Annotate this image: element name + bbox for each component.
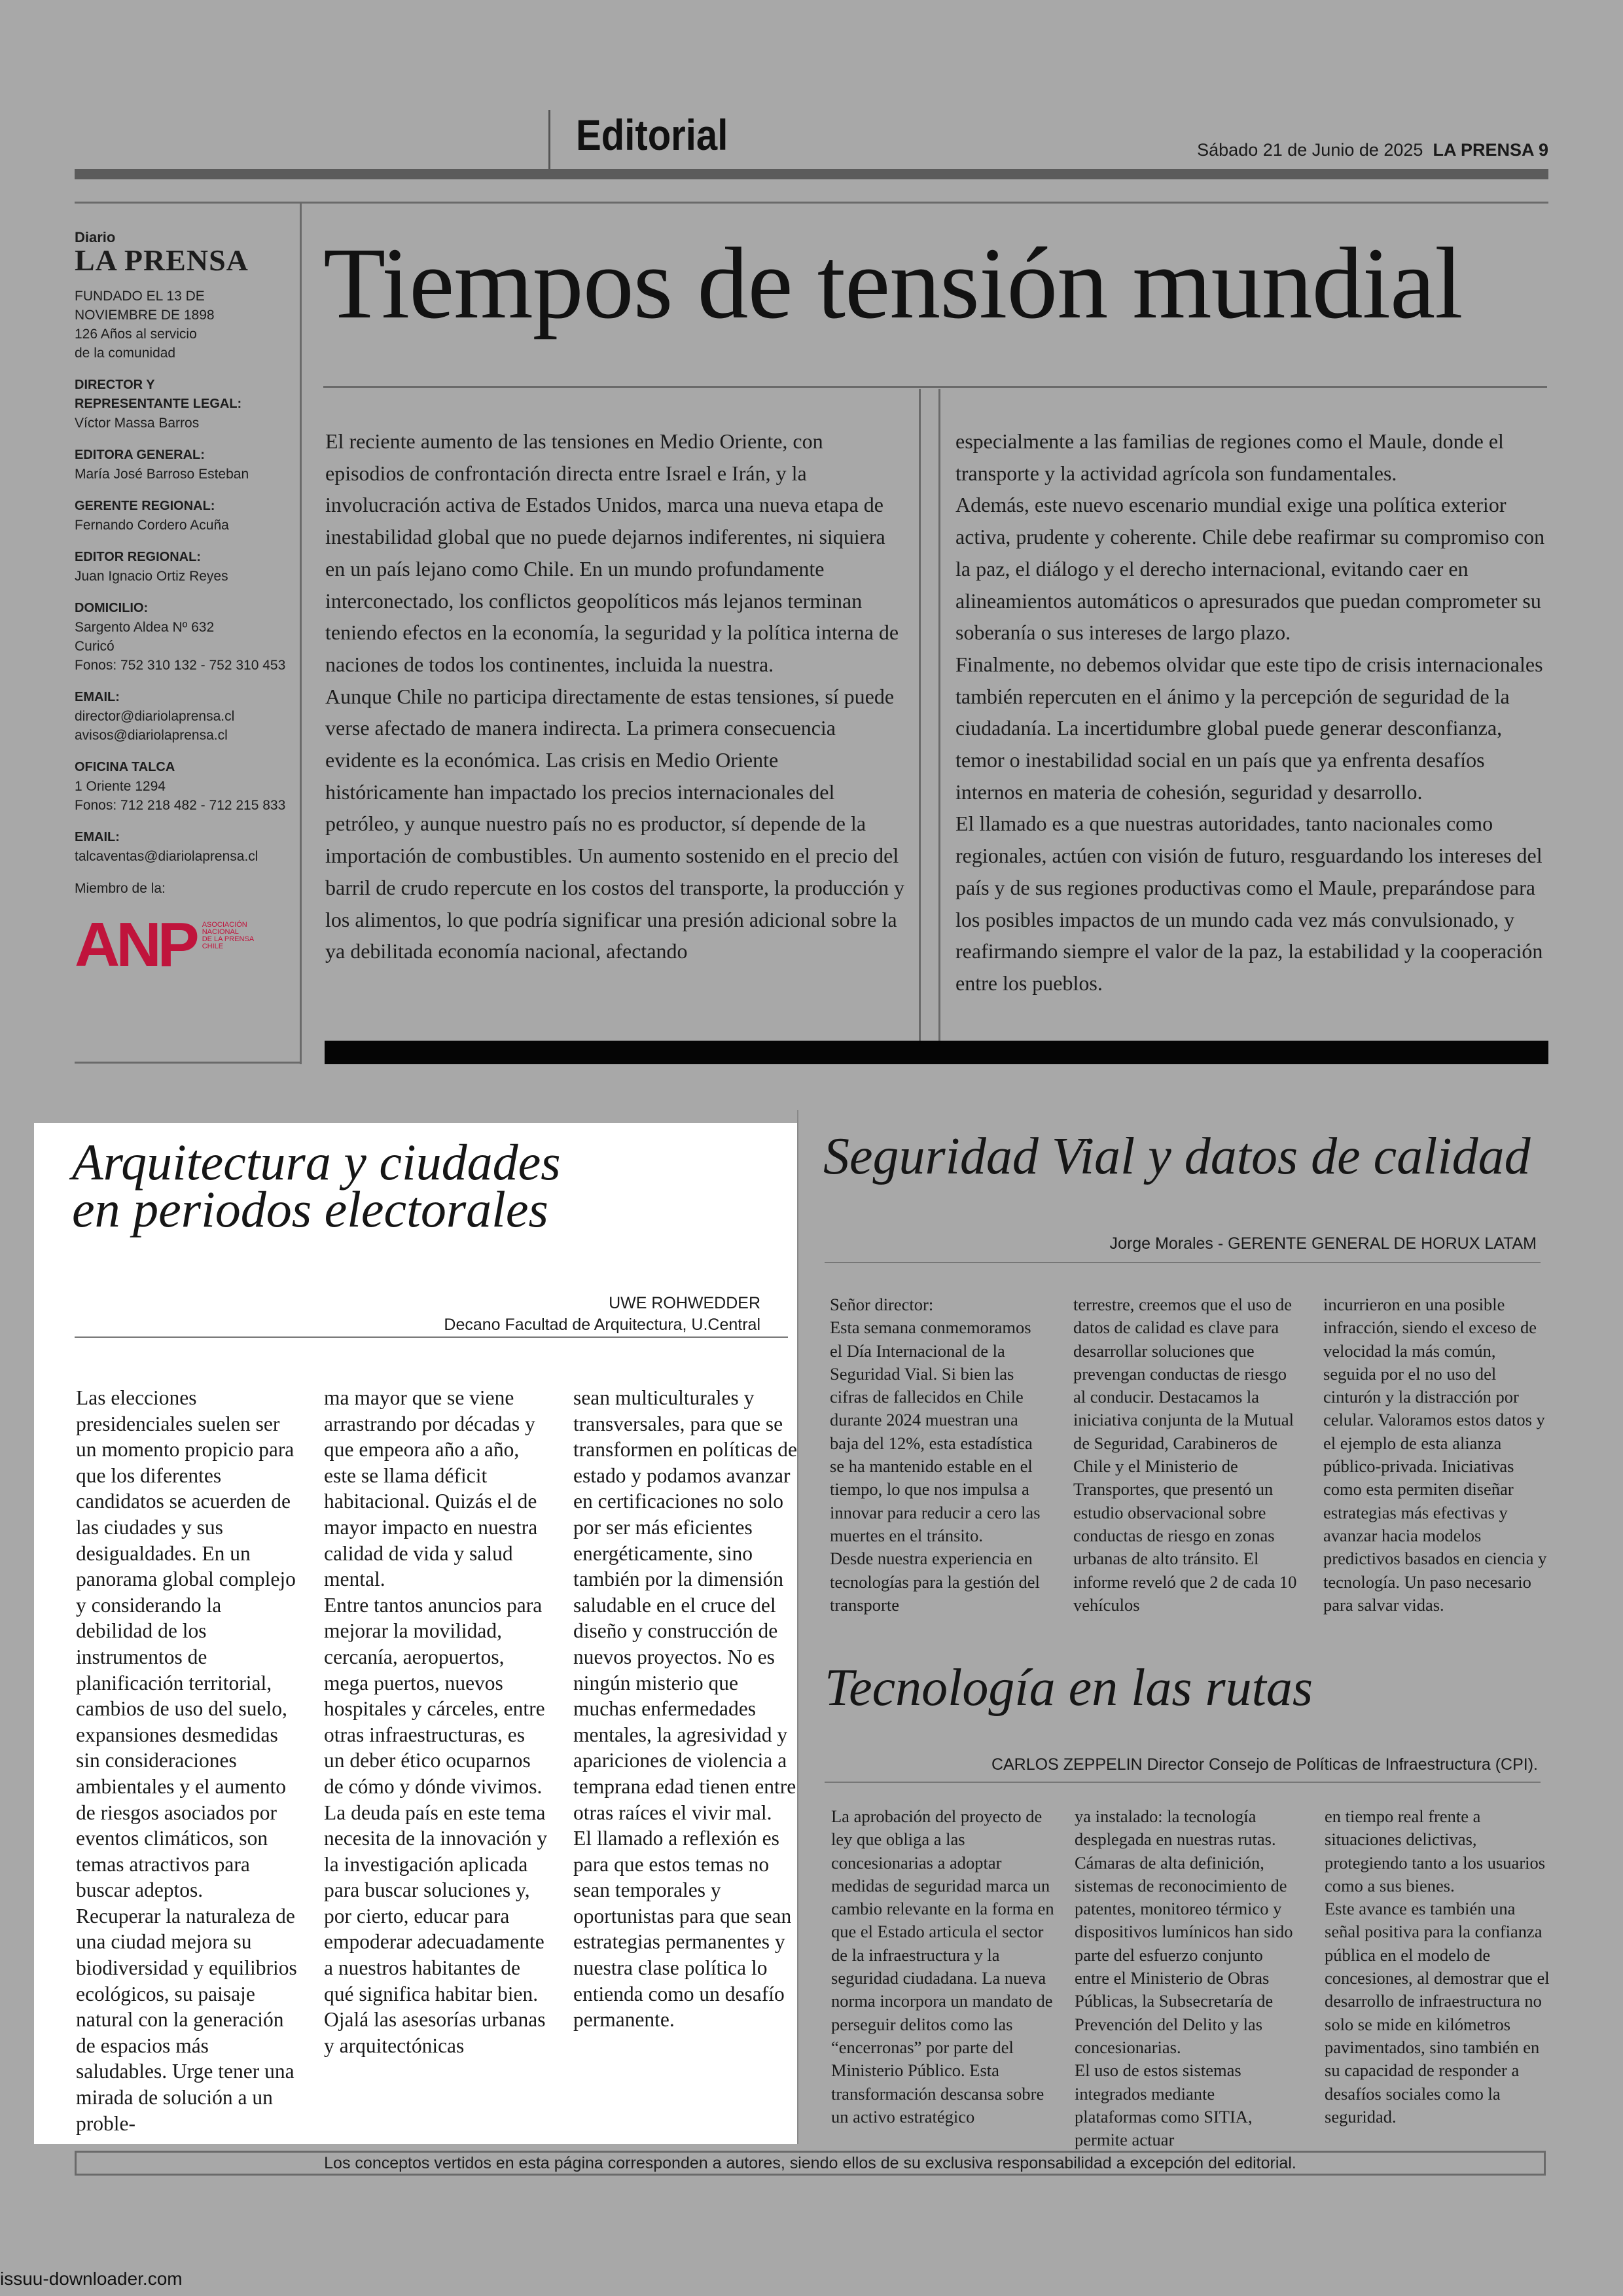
editorial-column-2 (955, 425, 1548, 999)
technology-rule (825, 1782, 1541, 1783)
architecture-byline (444, 1293, 760, 1336)
article-paragraph: incurrieron en una posible infracción, siendo el exceso de velocidad la más común, seguida por el no uso del cinturón y la distracción por celular. Valoramos estos datos y el ejemplo de esta alianza público-privada. Iniciativas como esta permiten diseñar estrategias más efectivas y avanzar hacia modelos predictivos basados en ciencia y tecnología. Un paso necesario para salvar vidas. (1323, 1295, 1547, 1615)
section-divider (797, 1110, 798, 2144)
editorial-paragraph: El reciente aumento de las tensiones en Medio Oriente, con episodios de confrontación directa entre Israel e Irán, y la involucración activa de Estados Unidos, marca una nueva etapa de inestabilidad global que no puede dejarnos indiferentes, ni siquiera en un país lejano como Chile. En un mundo profundamente interconectado, los conflictos geopolíticos más lejanos terminan teniendo efectos en la economía, la seguridad y la política interna de naciones de todos los continentes, incluida la nuestra. (325, 429, 899, 676)
masthead-value: Sargento Aldea Nº 632 (75, 620, 215, 635)
masthead-bottom-rule (75, 1062, 301, 1064)
masthead-value: Juan Ignacio Ortiz Reyes (75, 569, 228, 584)
masthead-name: LA PRENSA (75, 243, 249, 277)
column-divider (938, 389, 940, 1041)
founded-line: de la comunidad (75, 346, 176, 361)
masthead-border (300, 203, 302, 1064)
editorial-rule (323, 386, 1547, 388)
masthead-value: Fernando Cordero Acuña (75, 518, 229, 533)
article-paragraph: Este avance es también una señal positiva para la confianza pública en el modelo de concesiones, al demostrar que el desarrollo de infraestructura no solo se mide en kilómetros pavimentados, sino también en su capacidad de responder a desafíos sociales como la seguridad. (1325, 1899, 1550, 2126)
masthead-block (75, 828, 297, 866)
section-title: Editorial (576, 111, 728, 159)
member-label: Miembro de la: (75, 881, 166, 896)
masthead-staff (75, 376, 297, 866)
article-paragraph: ya instalado: la tecnología desplegada en nuestras rutas. Cámaras de alta definición, sistemas de reconocimiento de patentes, monitoreo térmico y dispositivos lumínicos han sido parte del esfuerzo conjunto entre el Ministerio de Obras Públicas, la Subsecretaría de Prevención del Delito y las concesionarias. (1075, 1806, 1293, 2057)
anp-logo (75, 910, 297, 980)
article-paragraph: en tiempo real frente a situaciones delictivas, protegiendo tanto a los usuarios como a sus bienes. (1325, 1806, 1546, 1895)
masthead-label: EDITOR REGIONAL: (75, 550, 201, 564)
masthead-block (75, 497, 297, 535)
anp-logo-caption (202, 922, 274, 950)
technology-title: Tecnología en las rutas (825, 1659, 1313, 1717)
architecture-title-line: en periodos electorales (72, 1181, 548, 1238)
founded-line: FUNDADO EL 13 DE (75, 289, 205, 304)
anp-logo-letters: ANP (75, 910, 196, 980)
header-rule-thin (75, 202, 1548, 204)
masthead-label: EDITORA GENERAL: (75, 448, 205, 462)
masthead-founded (75, 287, 297, 363)
technology-column-1 (831, 1805, 1057, 2128)
header-page: LA PRENSA 9 (1433, 140, 1548, 160)
masthead-value: Víctor Massa Barros (75, 416, 200, 431)
article-paragraph: Entre tantos anuncios para mejorar la movilidad, cercanía, aeropuertos, mega puertos, nuevos hospitales y cárceles, entre otras infraestructuras, es un deber ético ocuparnos de cómo y dónde vivimos. La deuda país en este tema necesita de la innovación y la investigación aplicada para buscar soluciones y, por cierto, educar para empoderar adecuadamente a nuestros habitantes de qué significa habitar bien. (324, 1593, 548, 2005)
masthead-value: 1 Oriente 1294 (75, 779, 166, 794)
article-paragraph: El llamado a reflexión es para que estos temas no sean temporales y oportunistas para que sean estrategias permanentes y nuestra clase política lo entienda como un desafío permanente. (573, 1827, 792, 2032)
masthead-label: REPRESENTANTE LEGAL: (75, 397, 242, 411)
editorial-column-1 (325, 425, 906, 967)
anp-caption-line: NACIONAL (202, 928, 239, 936)
masthead-label: EMAIL: (75, 690, 120, 704)
masthead-value: Fonos: 712 218 482 - 712 215 833 (75, 798, 286, 813)
technology-column-3 (1325, 1805, 1550, 2128)
editorial-paragraph: El llamado es a que nuestras autoridades, tanto nacionales como regionales, actúen con visión de futuro, resguardando los intereses del país y de sus regiones productivas como el Maule, preparándose para los posibles impactos de un mundo cada vez más convulsionado, y reafirmando siempre el valor de la paz, la estabilidad y la cooperación entre los pueblos. (955, 812, 1543, 995)
masthead-value: director@diariolaprensa.cl (75, 709, 235, 724)
masthead-value: María José Barroso Esteban (75, 467, 249, 482)
architecture-title (72, 1134, 561, 1238)
editorial-paragraph: Finalmente, no debemos olvidar que este tipo de crisis internacionales también repercuten en el ánimo y la percepción de seguridad de la ciudadanía. La incertidumbre global puede generar desconfianza, temor o inestabilidad social en un país que ya enfrenta desafíos internos en materia de cohesión, seguridad y desarrollo. (955, 652, 1543, 804)
article-paragraph: Ojalá las asesorías urbanas y arquitectónicas (324, 2008, 546, 2057)
architecture-author-role: Decano Facultad de Arquitectura, U.Central (444, 1316, 760, 1334)
masthead-diario: Diario (75, 229, 116, 245)
anp-caption-line: ASOCIACIÓN (202, 921, 247, 929)
article-paragraph: La aprobación del proyecto de ley que obliga a las concesionarias a adoptar medidas de seguridad marca un cambio relevante en la forma en que el Estado articula el sector de la infraestructura y la seguridad ciudadana. La nueva norma incorpora un mandato de perseguir delitos como las “encerronas” por parte del Ministerio Público. Esta transformación descansa sobre un activo estratégico (831, 1806, 1054, 2126)
article-paragraph: El uso de estos sistemas integrados mediante plataformas como SITIA, permite actuar (1075, 2060, 1253, 2150)
founded-line: 126 Años al servicio (75, 327, 197, 342)
security-column-2 (1073, 1293, 1299, 1617)
security-column-3 (1323, 1293, 1549, 1617)
article-paragraph: Desde nuestra experiencia en tecnologías para la gestión del transporte (830, 1549, 1040, 1615)
security-author: Jorge Morales - GERENTE GENERAL DE HORUX LATAM (1109, 1234, 1537, 1253)
masthead-value: Fonos: 752 310 132 - 752 310 453 (75, 658, 286, 673)
security-column-1 (830, 1293, 1046, 1617)
masthead-block (75, 599, 297, 675)
masthead (75, 229, 297, 980)
watermark-link[interactable]: issuu-downloader.com (0, 2269, 183, 2289)
security-title: Seguridad Vial y datos de calidad (823, 1128, 1531, 1185)
masthead-value: Curicó (75, 639, 115, 654)
editorial-paragraph: Además, este nuevo escenario mundial exige una política exterior activa, prudente y coherente. Chile debe reafirmar su compromiso con la paz, el diálogo y el derecho internacional, evitando caer en alineamientos automáticos o apresurados que puedan comprometer su soberanía o sus intereses de largo plazo. (955, 493, 1545, 645)
article-paragraph: Recuperar la naturaleza de una ciudad mejora su biodiversidad y equilibrios ecológicos, su paisaje natural con la generación de espacios más saludables. Urge tener una mirada de solución a un proble- (76, 1904, 297, 2135)
masthead-block (75, 758, 297, 815)
technology-column-2 (1075, 1805, 1300, 2151)
disclaimer: Los conceptos vertidos en esta página corresponden a autores, siendo ellos de su exclusiva responsabilidad a excepción del editorial. (75, 2151, 1546, 2176)
architecture-rule (75, 1336, 788, 1338)
architecture-column-1 (76, 1385, 302, 2136)
masthead-label: GERENTE REGIONAL: (75, 499, 215, 513)
architecture-column-3 (573, 1385, 799, 2033)
header-rule (75, 169, 1548, 179)
anp-caption-line: CHILE (202, 942, 224, 950)
article-paragraph: Las elecciones presidenciales suelen ser un momento propicio para que los diferentes candidatos se acuerden de las ciudades y sus desigualdades. En un panorama global complejo y considerando la debilidad de los instrumentos de planificación territorial, cambios de uso del suelo, expansiones desmedidas sin consideraciones ambientales y el aumento de riesgos asociados por eventos climáticos, son temas atractivos para buscar adeptos. (76, 1386, 296, 1902)
architecture-title-line: Arquitectura y ciudades (72, 1134, 561, 1191)
editorial-bottom-bar (325, 1041, 1548, 1064)
editorial-paragraph: especialmente a las familias de regiones como el Maule, donde el transporte y la actividad agrícola son fundamentales. (955, 429, 1504, 485)
article-paragraph: ma mayor que se viene arrastrando por décadas y que empeora año a año, este se llama déficit habitacional. Quizás el de mayor impacto en nuestra calidad de vida y salud mental. (324, 1386, 538, 1591)
masthead-block (75, 446, 297, 484)
masthead-value: talcaventas@diariolaprensa.cl (75, 849, 259, 864)
header-date-line (1197, 140, 1548, 160)
article-paragraph: Señor director: (830, 1295, 934, 1314)
article-paragraph: terrestre, creemos que el uso de datos de calidad es clave para desarrollar soluciones que prevengan conductas de riesgo al conducir. Destacamos la iniciativa conjunta de la Mutual de Seguridad, Carabineros de Chile y el Ministerio de Transportes, que presentó un estudio observacional sobre conductas de riesgo en zonas urbanas de alto tránsito. El informe reveló que 2 de cada 10 vehículos (1073, 1295, 1297, 1615)
editorial-paragraph: Aunque Chile no participa directamente de estas tensiones, sí puede verse afectado de manera indirecta. La primera consecuencia evidente es la económica. Las crisis en Medio Oriente históricamente han impactado los precios internacionales del petróleo, y aunque nuestro país no es productor, sí depende de la importación de combustibles. Un aumento sostenido en el precio del barril de crudo repercute en los costos del transporte, la producción y los alimentos, lo que podría significar una presión adicional sobre la ya debilitada economía nacional, afectando (325, 684, 905, 963)
founded-line: NOVIEMBRE DE 1898 (75, 308, 215, 323)
column-divider (919, 389, 921, 1041)
masthead-label: OFICINA TALCA (75, 760, 175, 774)
masthead-block (75, 376, 297, 433)
masthead-label: EMAIL: (75, 830, 120, 844)
technology-author: CARLOS ZEPPELIN Director Consejo de Políticas de Infraestructura (CPI). (991, 1755, 1538, 1774)
anp-caption-line: DE LA PRENSA (202, 935, 255, 943)
header-date: Sábado 21 de Junio de 2025 (1197, 140, 1423, 160)
architecture-column-2 (324, 1385, 550, 2058)
architecture-author: UWE ROHWEDDER (609, 1294, 760, 1312)
article-paragraph: Esta semana conmemoramos el Día Internacional de la Seguridad Vial. Si bien las cifras de fallecidos en Chile durante 2024 muestran una baja del 12%, esta estadística se ha mantenido estable en el tiempo, lo que nos impulsa a innovar para reducir a cero las muertes en el tránsito. (830, 1318, 1041, 1545)
article-paragraph: sean multiculturales y transversales, para que se transformen en políticas de estado y podamos avanzar en certificaciones no solo por ser más eficientes energéticamente, sino también por la dimensión saludable en el cruce del diseño y construcción de nuevos proyectos. No es ningún misterio que muchas enfermedades mentales, la agresividad y apariciones de violencia a temprana edad tienen entre otras raíces el vivir mal. (573, 1386, 798, 1824)
masthead-value: avisos@diariolaprensa.cl (75, 728, 228, 743)
masthead-block (75, 688, 297, 745)
masthead-label: DOMICILIO: (75, 601, 149, 615)
masthead-label: DIRECTOR Y (75, 378, 155, 392)
security-rule (825, 1262, 1541, 1263)
masthead-block (75, 548, 297, 586)
editorial-title: Tiempos de tensión mundial (323, 226, 1463, 340)
header-separator (548, 110, 550, 170)
